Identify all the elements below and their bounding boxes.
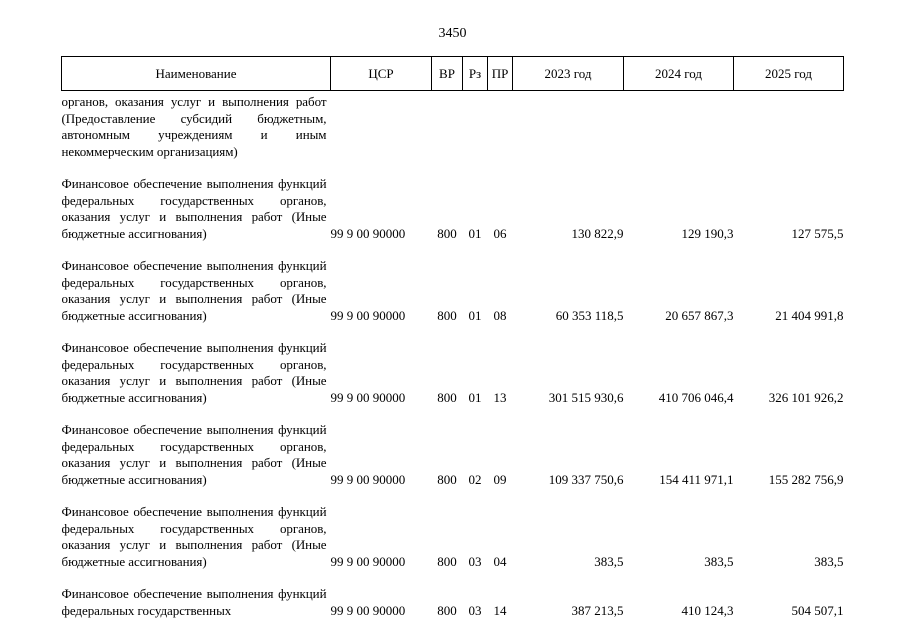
header-2024: 2024 год	[624, 57, 734, 91]
row-pr: 09	[493, 471, 507, 487]
row-rz: 01	[468, 225, 482, 241]
table-row	[62, 340, 844, 422]
row-2025: 155 282 756,9	[768, 471, 844, 487]
row-pr: 13	[493, 389, 507, 405]
row-rz: 02	[468, 471, 482, 487]
header-row	[62, 57, 844, 91]
row-2024: 383,5	[704, 553, 734, 569]
table-row	[62, 91, 844, 177]
header-rz: Рз	[463, 57, 488, 91]
row-name: органов, оказания услуг и выполнения работ (Предоставление субсидий бюджетным, автономным учреждениям и иным некоммерческим организациям)	[61, 94, 327, 159]
row-2025	[734, 91, 844, 177]
page-number: 3450	[438, 26, 467, 41]
row-name: Финансовое обеспечение выполнения функций федеральных государственных органов, оказания услуг и выполнения работ (Иные бюджетные ассигнования)	[61, 504, 327, 569]
table-row	[62, 586, 844, 619]
row-name: Финансовое обеспечение выполнения функций федеральных государственных органов, оказания услуг и выполнения работ (Иные бюджетные ассигнования)	[61, 340, 327, 405]
row-2023: 383,5	[594, 553, 624, 569]
row-rz: 01	[468, 389, 482, 405]
row-2024: 410 706 046,4	[658, 389, 734, 405]
row-name: Финансовое обеспечение выполнения функций федеральных государственных органов, оказания услуг и выполнения работ (Иные бюджетные ассигнования)	[61, 176, 327, 241]
row-pr: 14	[493, 602, 507, 618]
row-2025: 504 507,1	[791, 602, 844, 618]
row-vr: 800	[437, 307, 457, 323]
row-vr: 800	[437, 225, 457, 241]
row-2024: 154 411 971,1	[659, 471, 734, 487]
row-csr: 99 9 00 90000	[330, 307, 406, 323]
row-2025: 383,5	[814, 553, 844, 569]
row-pr: 08	[493, 307, 507, 323]
table-header	[62, 57, 844, 91]
row-csr: 99 9 00 90000	[330, 553, 406, 569]
row-2023: 109 337 750,6	[548, 471, 624, 487]
table-row	[62, 176, 844, 258]
row-rz	[463, 91, 488, 177]
row-2023: 387 213,5	[571, 602, 624, 618]
table-row	[62, 422, 844, 504]
budget-table	[61, 56, 844, 619]
row-vr	[432, 91, 463, 177]
table-body	[62, 91, 844, 620]
row-2024	[624, 91, 734, 177]
row-csr: 99 9 00 90000	[330, 225, 406, 241]
row-pr: 06	[493, 225, 507, 241]
table-row	[62, 504, 844, 586]
row-2025: 326 101 926,2	[768, 389, 844, 405]
row-2024: 129 190,3	[681, 225, 734, 241]
row-2025: 127 575,5	[791, 225, 844, 241]
row-vr: 800	[437, 553, 457, 569]
row-pr: 04	[493, 553, 507, 569]
row-csr	[331, 91, 432, 177]
row-csr: 99 9 00 90000	[330, 471, 406, 487]
row-name: Финансовое обеспечение выполнения функций федеральных государственных	[61, 586, 327, 618]
row-vr: 800	[437, 471, 457, 487]
row-2025: 21 404 991,8	[775, 307, 844, 323]
row-2023: 301 515 930,6	[548, 389, 624, 405]
table-row	[62, 258, 844, 340]
row-rz: 03	[468, 602, 482, 618]
row-csr: 99 9 00 90000	[330, 602, 406, 618]
header-2023: 2023 год	[513, 57, 624, 91]
header-vr: ВР	[432, 57, 463, 91]
row-csr: 99 9 00 90000	[330, 389, 406, 405]
row-2023: 60 353 118,5	[555, 307, 624, 323]
header-csr: ЦСР	[331, 57, 432, 91]
row-2024: 20 657 867,3	[665, 307, 734, 323]
row-vr: 800	[437, 602, 457, 618]
row-2023	[513, 91, 624, 177]
header-name: Наименование	[62, 57, 331, 91]
row-2023: 130 822,9	[571, 225, 624, 241]
row-2024: 410 124,3	[681, 602, 734, 618]
header-pr: ПР	[488, 57, 513, 91]
row-pr	[488, 91, 513, 177]
row-name: Финансовое обеспечение выполнения функций федеральных государственных органов, оказания услуг и выполнения работ (Иные бюджетные ассигнования)	[61, 422, 327, 487]
row-vr: 800	[437, 389, 457, 405]
row-name: Финансовое обеспечение выполнения функций федеральных государственных органов, оказания услуг и выполнения работ (Иные бюджетные ассигнования)	[61, 258, 327, 323]
row-rz: 01	[468, 307, 482, 323]
header-2025: 2025 год	[734, 57, 844, 91]
row-rz: 03	[468, 553, 482, 569]
